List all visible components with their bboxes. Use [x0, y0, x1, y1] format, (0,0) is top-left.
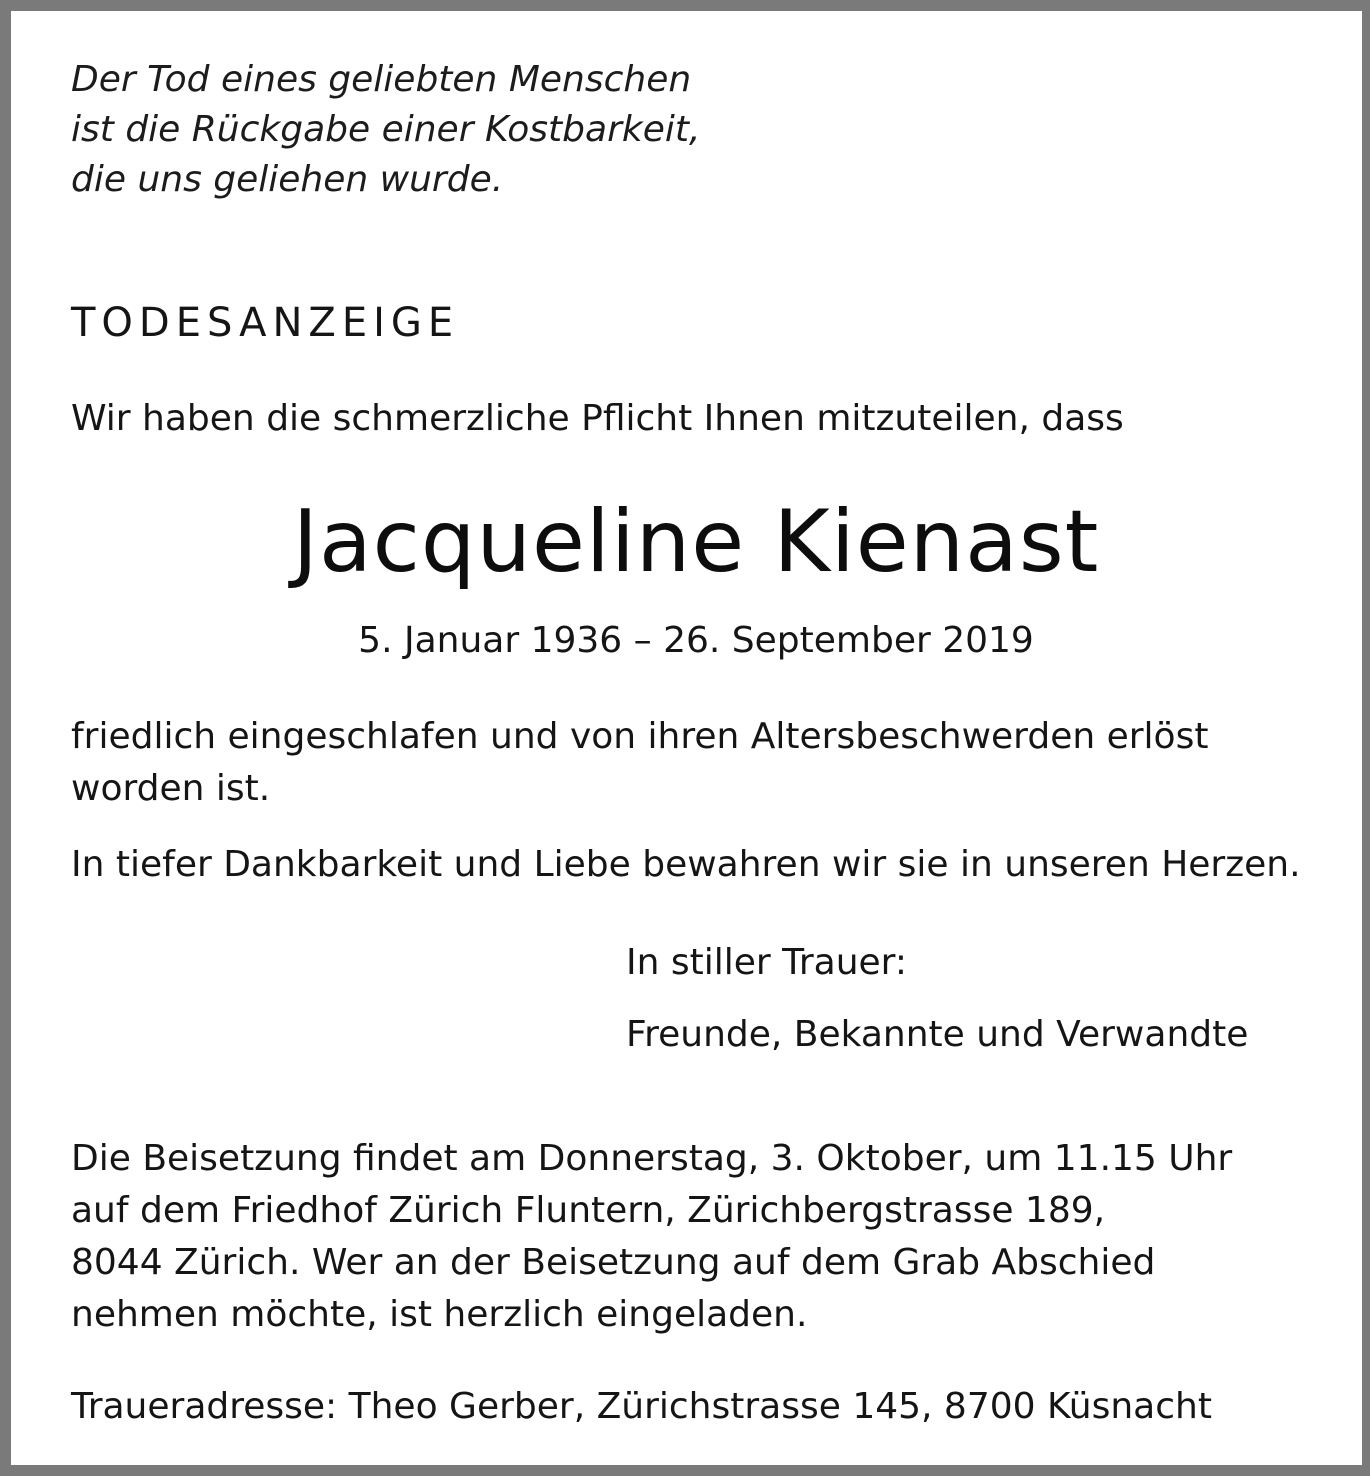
funeral-details: [71, 1133, 1232, 1341]
funeral-line: auf dem Friedhof Zürich Fluntern, Zürichbergstrasse 189,: [71, 1190, 1106, 1231]
signature-lead: In stiller Trauer:: [626, 942, 907, 983]
notice-heading: TODESANZEIGE: [71, 300, 460, 346]
mourning-address: Traueradresse: Theo Gerber, Zürichstrasse 145, 8700 Küsnacht: [71, 1386, 1212, 1427]
body-line: worden ist.: [71, 768, 271, 809]
memorial-quote: [71, 55, 700, 205]
body-line: friedlich eingeschlafen und von ihren Altersbeschwerden erlöst: [71, 716, 1209, 757]
funeral-line: Die Beisetzung findet am Donnerstag, 3. Oktober, um 11.15 Uhr: [71, 1138, 1233, 1179]
signature-names: Freunde, Bekannte und Verwandte: [626, 1014, 1249, 1055]
quote-line: Der Tod eines geliebten Menschen: [71, 59, 692, 100]
deceased-name: Jacqueline Kienast: [292, 492, 1100, 592]
funeral-line: nehmen möchte, ist herzlich eingeladen.: [71, 1294, 808, 1335]
gratitude-paragraph: In tiefer Dankbarkeit und Liebe bewahren wir sie in unseren Herzen.: [71, 844, 1301, 885]
quote-line: ist die Rückgabe einer Kostbarkeit,: [71, 109, 701, 150]
life-dates: 5. Januar 1936 – 26. September 2019: [358, 620, 1034, 661]
funeral-line: 8044 Zürich. Wer an der Beisetzung auf dem Grab Abschied: [71, 1242, 1156, 1283]
intro-text: Wir haben die schmerzliche Pflicht Ihnen mitzuteilen, dass: [71, 398, 1124, 439]
quote-line: die uns geliehen wurde.: [71, 159, 504, 200]
body-paragraph: [71, 711, 1208, 815]
